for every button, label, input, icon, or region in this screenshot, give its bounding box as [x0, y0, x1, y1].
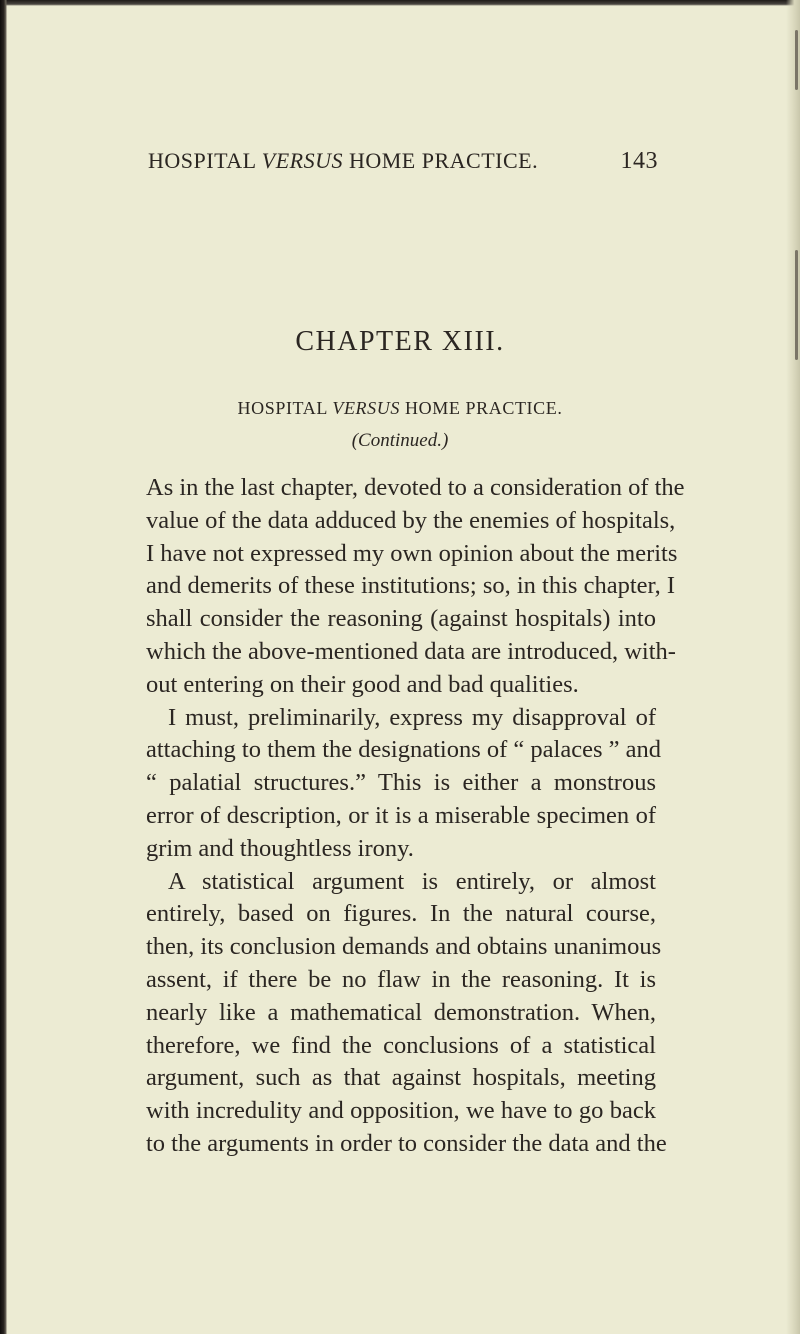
text-line: and demerits of these institutions; so, in this chapter, I: [146, 572, 676, 600]
chapter-subtitle: HOSPITAL VERSUS HOME PRACTICE.: [237, 398, 563, 418]
text-line: argument, such as that against hospitals, meeting: [146, 1064, 656, 1092]
text-line: A statistical argument is entirely, or almost: [168, 867, 656, 895]
chapter-title: CHAPTER XIII.: [295, 326, 505, 357]
continued-note: (Continued.): [351, 430, 449, 451]
text-line: entirely, based on figures. In the natural course,: [146, 900, 656, 928]
text-line: I must, preliminarily, express my disapproval of: [168, 703, 656, 731]
text-line: “ palatial structures.” This is either a monstrous: [146, 769, 656, 797]
text-line: nearly like a mathematical demonstration. When,: [146, 998, 656, 1026]
text-line: to the arguments in order to consider the data and the: [146, 1129, 667, 1157]
text-line: error of description, or it is a miserable specimen of: [146, 801, 656, 829]
scan-top-edge: [0, 0, 800, 6]
scan-left-edge: [0, 0, 7, 1334]
text-line: I have not expressed my own opinion about the merits: [146, 539, 678, 567]
text-line: with incredulity and opposition, we have to go back: [146, 1097, 656, 1125]
text-line: therefore, we find the conclusions of a statistical: [146, 1031, 656, 1059]
scan-right-edge: [786, 0, 800, 1334]
running-head: [148, 148, 658, 178]
body-text: [146, 472, 685, 1161]
text-line: out entering on their good and bad qualities.: [146, 670, 579, 698]
scan-right-mark: [795, 30, 798, 90]
page-number: 143: [620, 148, 658, 174]
text-line: As in the last chapter, devoted to a consideration of the: [146, 474, 685, 501]
text-line: attaching to them the designations of “ palaces ” and: [146, 736, 662, 764]
text-line: assent, if there be no flaw in the reasoning. It is: [146, 965, 656, 993]
text-line: which the above-mentioned data are introduced, with-: [146, 637, 676, 665]
text-line: shall consider the reasoning (against hospitals) into: [146, 605, 656, 633]
text-line: grim and thoughtless irony.: [146, 834, 414, 862]
running-head-title: HOSPITAL VERSUS HOME PRACTICE.: [148, 148, 539, 173]
text-line: then, its conclusion demands and obtains unanimous: [146, 933, 662, 961]
text-line: value of the data adduced by the enemies of hospitals,: [146, 506, 676, 534]
